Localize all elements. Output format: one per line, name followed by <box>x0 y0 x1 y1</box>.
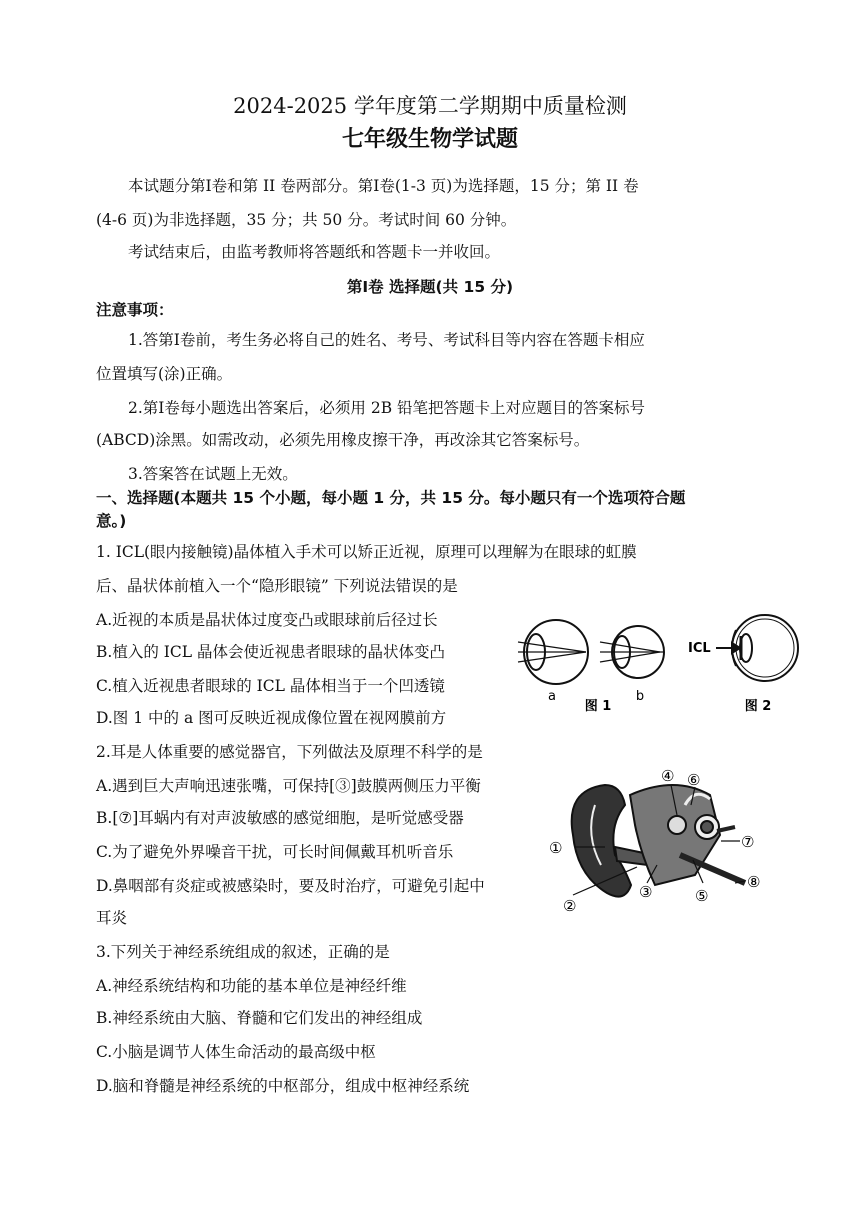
part1-heading-2: 意。) <box>96 512 127 530</box>
fig-1-caption: 图 1 <box>584 699 612 714</box>
ear-label-4: ④ <box>661 767 675 785</box>
eye-b-diagram <box>600 626 664 678</box>
fig-2-caption: 图 2 <box>744 699 772 714</box>
q1-stem-1: 1. ICL(眼内接触镜)晶体植入手术可以矫正近视，原理可以理解为在眼球的虹膜 <box>96 543 637 561</box>
ear-label-2: ② <box>563 897 577 915</box>
ear-label-6: ⑥ <box>687 771 701 789</box>
intro-line-3: 考试结束后，由监考教师将答题纸和答题卡一并收回。 <box>128 243 501 261</box>
q3-option-a: A.神经系统结构和功能的基本单位是神经纤维 <box>96 977 407 995</box>
ear-diagram <box>572 785 745 897</box>
fig-label-a: a <box>548 689 556 704</box>
exam-subtitle: 七年级生物学试题 <box>341 127 518 152</box>
q2-option-d-1: D.鼻咽部有炎症或被感染时，要及时治疗，可避免引起中 <box>96 877 485 895</box>
exam-title: 2024-2025 学年度第二学期期中质量检测 <box>233 94 627 118</box>
q1-option-c: C.植入近视患者眼球的 ICL 晶体相当于一个凹透镜 <box>96 677 445 695</box>
notes-heading: 注意事项： <box>96 301 174 319</box>
q1-option-a: A.近视的本质是晶状体过度变凸或眼球前后径过长 <box>96 611 438 629</box>
q2-option-d-2: 耳炎 <box>96 909 128 927</box>
q2-option-a: A.遇到巨大声响迅速张嘴，可保持[③]鼓膜两侧压力平衡 <box>96 777 481 795</box>
intro-line-1: 本试题分第Ⅰ卷和第 II 卷两部分。第Ⅰ卷(1-3 页)为选择题，15 分；第 II 卷 <box>128 177 639 195</box>
q1-option-b: B.植入的 ICL 晶体会使近视患者眼球的晶状体变凸 <box>96 643 445 661</box>
ear-label-3: ③ <box>639 883 653 901</box>
section-title: 第Ⅰ卷 选择题(共 15 分) <box>346 278 514 296</box>
note-2b: (ABCD)涂黑。如需改动，必须先用橡皮擦干净，再改涂其它答案标号。 <box>96 431 590 449</box>
note-3: 3.答案答在试题上无效。 <box>128 465 298 483</box>
q2-option-b: B.[⑦]耳蜗内有对声波敏感的感觉细胞，是听觉感受器 <box>96 809 464 827</box>
fig-label-b: b <box>635 689 645 704</box>
ear-label-7: ⑦ <box>741 833 755 851</box>
part1-heading-1: 一、选择题(本题共 15 个小题，每小题 1 分，共 15 分。每小题只有一个选项符合题 <box>96 489 686 507</box>
ear-label-1: ① <box>549 839 563 857</box>
q3-option-b: B.神经系统由大脑、脊髓和它们发出的神经组成 <box>96 1009 423 1027</box>
q2-stem: 2.耳是人体重要的感觉器官，下列做法及原理不科学的是 <box>96 743 483 761</box>
intro-line-2: (4-6 页)为非选择题，35 分；共 50 分。考试时间 60 分钟。 <box>96 211 517 229</box>
icl-label: ICL <box>688 641 711 656</box>
ear-figure <box>545 765 775 915</box>
ear-label-5: ⑤ <box>695 887 709 905</box>
eye-figure <box>510 600 810 720</box>
note-1a: 1.答第Ⅰ卷前，考生务必将自己的姓名、考号、考试科目等内容在答题卡相应 <box>128 331 645 349</box>
note-1b: 位置填写(涂)正确。 <box>96 365 233 383</box>
q3-option-c: C.小脑是调节人体生命活动的最高级中枢 <box>96 1043 376 1061</box>
q1-option-d: D.图 1 中的 a 图可反映近视成像位置在视网膜前方 <box>96 709 447 727</box>
q1-stem-2: 后、晶状体前植入一个“隐形眼镜” 下列说法错误的是 <box>96 577 458 595</box>
note-2a: 2.第Ⅰ卷每小题选出答案后，必须用 2B 铅笔把答题卡上对应题目的答案标号 <box>128 399 646 417</box>
q2-option-c: C.为了避免外界噪音干扰，可长时间佩戴耳机听音乐 <box>96 843 454 861</box>
eye-a-diagram <box>518 620 588 684</box>
icl-eye-diagram <box>732 615 798 681</box>
ear-label-8: ⑧ <box>747 873 761 891</box>
q3-option-d: D.脑和脊髓是神经系统的中枢部分，组成中枢神经系统 <box>96 1077 470 1095</box>
q3-stem: 3.下列关于神经系统组成的叙述，正确的是 <box>96 943 390 961</box>
